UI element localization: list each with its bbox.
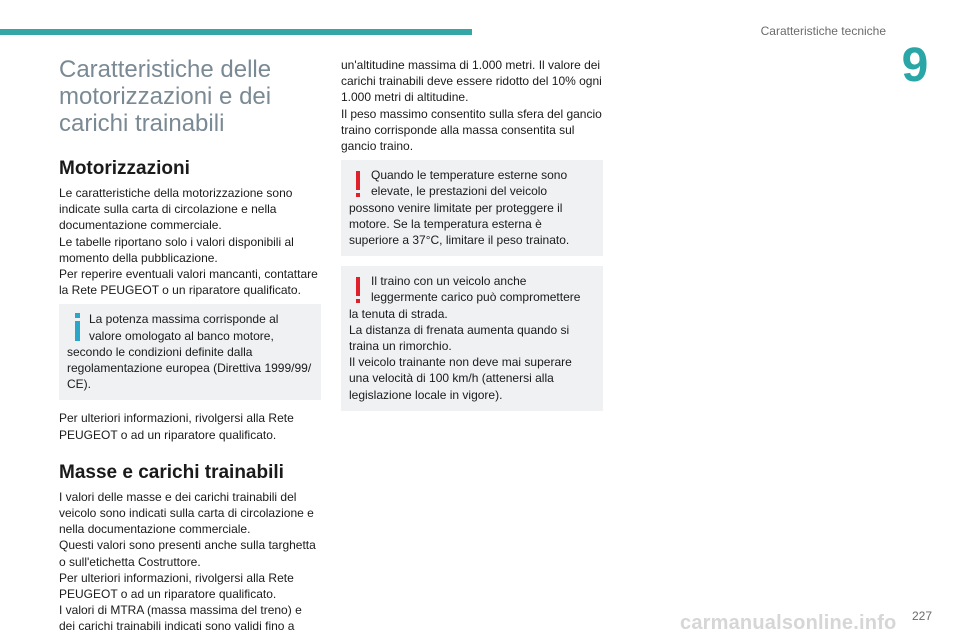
info-icon xyxy=(65,311,79,345)
right-column xyxy=(341,57,603,421)
header-accent-bar xyxy=(0,29,472,35)
watermark: carmanualsonline.info xyxy=(680,612,897,634)
masse-paragraph: I valori delle masse e dei carichi trainabili del veicolo sono indicati sulla carta di circolazione e nella documentazione commerciale. Questi valori sono presenti anche sulla targhetta o sull'etichetta Costruttore. Per ulteriori informazioni, rivolgersi alla Rete PEUGEOT o ad un riparatore qualificato. I valori di MTRA (massa massima del treno) e dei carichi trainabili indicati sono validi fino a xyxy=(59,489,316,634)
section-heading-masse: Masse e carichi trainabili xyxy=(59,461,284,483)
altitude-paragraph: un'altitudine massima di 1.000 metri. Il valore dei carichi trainabili deve essere ridotto del 10% ogni 1.000 metri di altitudine. Il peso massimo consentito sulla sfera del gancio traino corrisponde alla massa consentita sul gancio traino. xyxy=(341,58,602,154)
warning-icon xyxy=(347,167,361,201)
motorizzazioni-paragraph: Le caratteristiche della motorizzazione sono indicate sulla carta di circolazione e nella documentazione commerciale. Le tabelle riportano solo i valori disponibili al momento della pubblicazione. Per reperire eventuali valori mancanti, contattare la Rete PEUGEOT o un riparatore qualificato. xyxy=(59,186,318,298)
chapter-number: 9 xyxy=(901,39,929,92)
section-heading-motorizzazioni: Motorizzazioni xyxy=(59,158,190,179)
page-number: 227 xyxy=(911,609,932,623)
section-name: Caratteristiche tecniche xyxy=(760,24,886,38)
warning-icon xyxy=(347,273,361,307)
warning-note-temperature: Quando le temperature esterne sono elevate, le prestazioni del veicolo possono venire limitate per proteggere il motore. Se la temperatura esterna è superiore a 37°C, limitare il peso trainato. xyxy=(341,160,603,256)
page-title: Caratteristiche delle motorizzazioni e dei carichi trainabili xyxy=(59,56,272,137)
motorizzazioni-after-paragraph: Per ulteriori informazioni, rivolgersi alla Rete PEUGEOT o ad un riparatore qualificato. xyxy=(59,411,294,442)
warning-note-towing: Il traino con un veicolo anche leggermente carico può compromettere la tenuta di strada. La distanza di frenata aumenta quando si traina un rimorchio. Il veicolo trainante non deve mai superare una velocità di 100 km/h (attenersi alla legislazione locale in vigore). xyxy=(341,266,603,411)
info-note: La potenza massima corrisponde al valore omologato al banco motore, secondo le condizioni definite dalla regolamentazione europea (Direttiva 1999/99/ CE). xyxy=(59,304,321,400)
left-column xyxy=(59,56,321,635)
